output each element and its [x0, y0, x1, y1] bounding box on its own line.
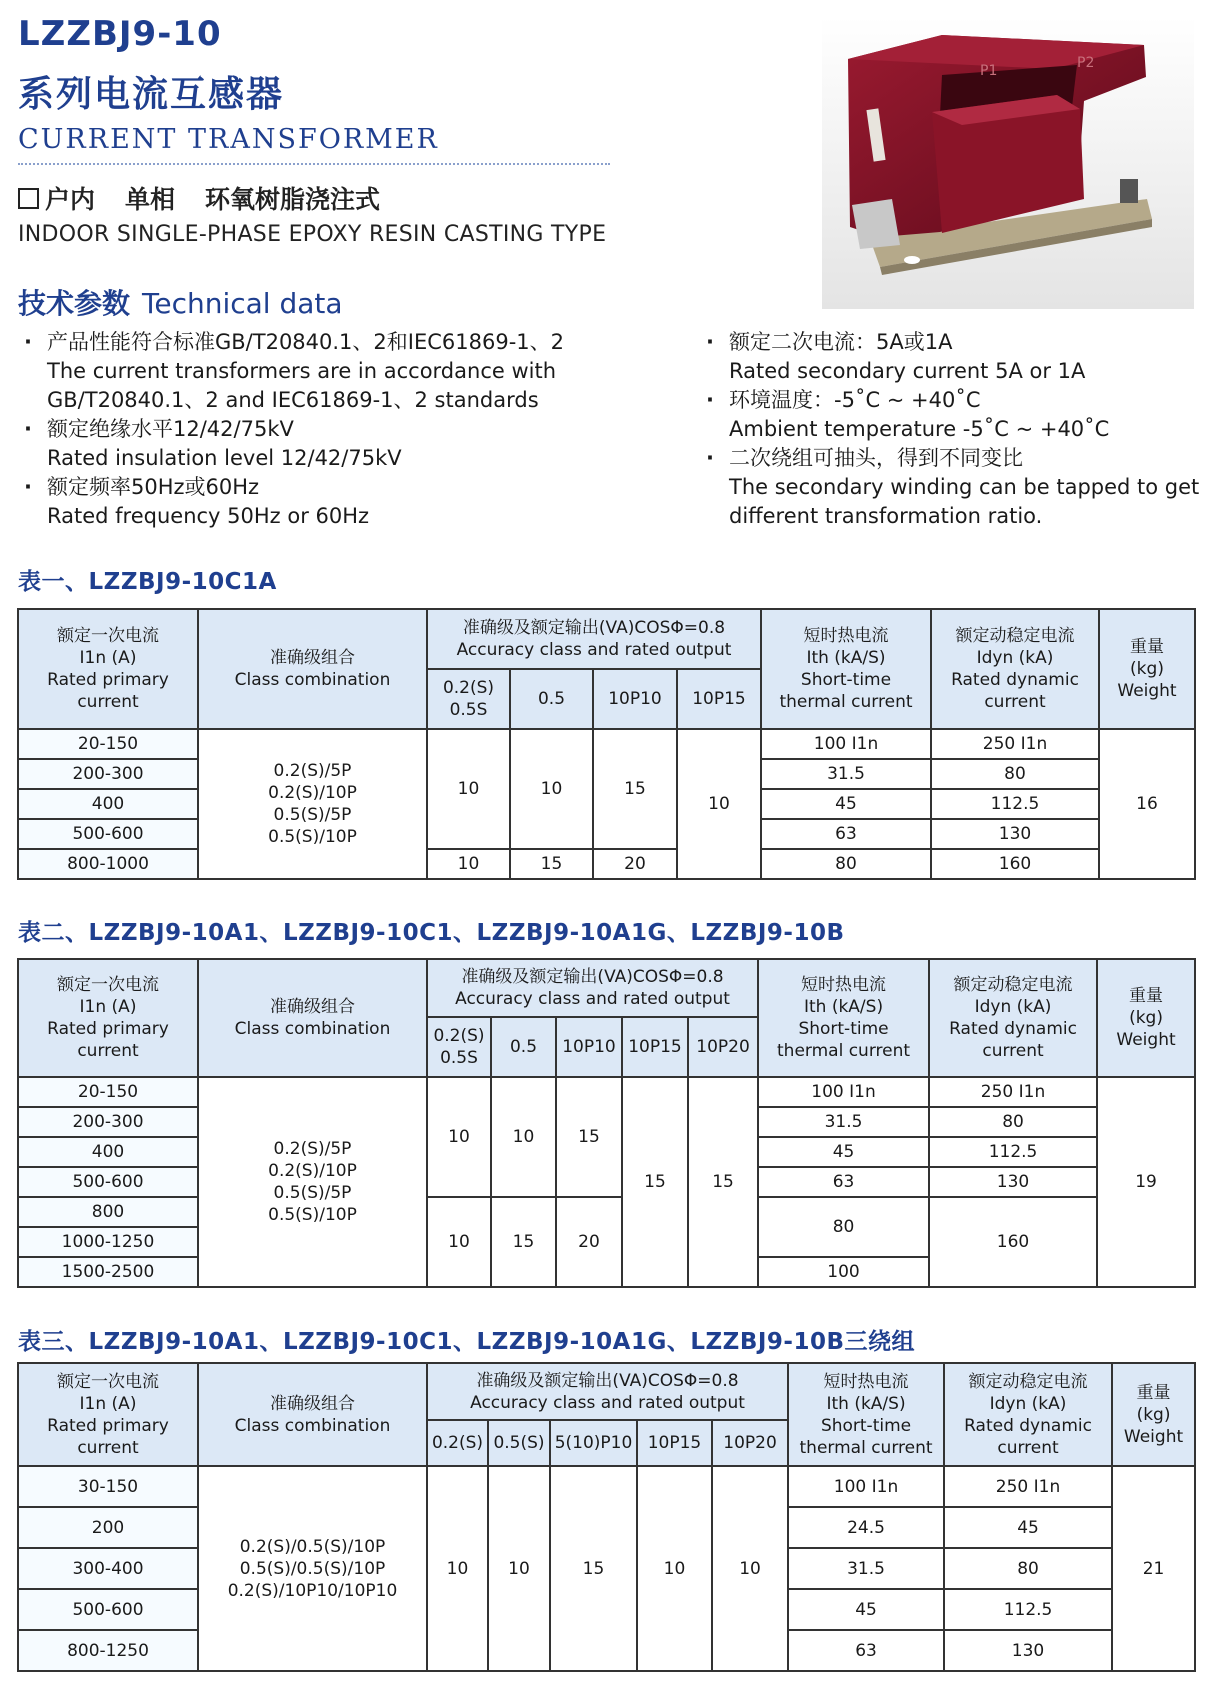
class-header: 0.2(S): [427, 1420, 488, 1466]
table1-caption: 表一、LZZBJ9-10C1A: [18, 569, 277, 595]
class-header: 0.2(S) 0.5S: [427, 1017, 491, 1077]
list-item: [20, 328, 660, 415]
ith-cell: 100: [758, 1257, 929, 1287]
idyn-cell: 112.5: [929, 1137, 1097, 1167]
ith-cell: 100 I1n: [788, 1466, 944, 1507]
idyn-cell: 250 I1n: [944, 1466, 1112, 1507]
tech-list-left: [20, 328, 660, 531]
output-cell: 10: [427, 1197, 491, 1287]
item-en: The secondary winding can be tapped to get: [729, 475, 1200, 499]
class-header: 0.5(S): [488, 1420, 550, 1466]
type-indoor: 户内: [45, 185, 96, 214]
primary-cell: 1000-1250: [18, 1227, 198, 1257]
ith-cell: 45: [761, 789, 931, 819]
ith-cell: 63: [758, 1167, 929, 1197]
ith-cell: 31.5: [788, 1548, 944, 1589]
weight-cell: 16: [1099, 729, 1195, 879]
header-accuracy: 准确级及额定输出(VA)COSΦ=0.8 Accuracy class and rated output: [427, 959, 758, 1017]
idyn-cell: 250 I1n: [929, 1077, 1097, 1107]
output-cell: 15: [593, 729, 677, 849]
primary-cell: 800-1250: [18, 1630, 198, 1671]
ith-cell: 45: [788, 1589, 944, 1630]
class-header: 0.2(S) 0.5S: [427, 669, 510, 729]
class-header: 0.5: [510, 669, 593, 729]
primary-cell: 20-150: [18, 1077, 198, 1107]
header-idyn: 额定动稳定电流 Idyn (kA) Rated dynamic current: [944, 1363, 1112, 1466]
title-cn: 系列电流互感器: [18, 74, 285, 115]
item-cn: · 产品性能符合标准GB/T20840.1、2和IEC61869-1、2: [47, 330, 565, 354]
header-ith: 短时热电流 Ith (kA/S) Short-time thermal current: [758, 959, 929, 1077]
table2: [17, 958, 1196, 1288]
header-ith: 短时热电流 Ith (kA/S) Short-time thermal current: [761, 609, 931, 729]
ith-cell: 80: [758, 1197, 929, 1257]
item-cn: · 二次绕组可抽头，得到不同变比: [729, 446, 1023, 470]
header-class-combination: 准确级组合 Class combination: [198, 1363, 427, 1466]
idyn-cell: 45: [944, 1507, 1112, 1548]
terminal-p2-label: P2: [1077, 55, 1095, 71]
ith-cell: 24.5: [788, 1507, 944, 1548]
primary-cell: 500-600: [18, 1589, 198, 1630]
primary-cell: 400: [18, 1137, 198, 1167]
header-weight: 重量 (kg) Weight: [1099, 609, 1195, 729]
item-en: Rated secondary current 5A or 1A: [729, 359, 1086, 383]
list-item: [702, 328, 1202, 386]
class-header: 0.5: [491, 1017, 556, 1077]
item-en: GB/T20840.1、2 and IEC61869-1、2 standards: [47, 388, 539, 412]
table2-caption: 表二、LZZBJ9-10A1、LZZBJ9-10C1、LZZBJ9-10A1G、LZZBJ9-10B: [18, 920, 845, 946]
tech-heading-en: Technical data: [142, 287, 343, 320]
combo-cell: 0.2(S)/5P 0.2(S)/10P 0.5(S)/5P 0.5(S)/10P: [198, 1077, 427, 1287]
combo-cell: 0.2(S)/0.5(S)/10P 0.5(S)/0.5(S)/10P 0.2(S)/10P10/10P10: [198, 1466, 427, 1671]
idyn-cell: 130: [929, 1167, 1097, 1197]
table3: [17, 1362, 1196, 1672]
list-item: [20, 415, 660, 473]
header-primary-current: 额定一次电流 I1n (A) Rated primary current: [18, 609, 198, 729]
item-cn: · 额定绝缘水平12/42/75kV: [47, 417, 294, 441]
item-cn: · 环境温度：-5˚C ~ +40˚C: [729, 388, 981, 412]
class-header: 10P20: [712, 1420, 788, 1466]
output-cell: 10: [488, 1466, 550, 1671]
primary-cell: 200: [18, 1507, 198, 1548]
item-en: different transformation ratio.: [729, 504, 1043, 528]
output-cell: 10: [510, 729, 593, 849]
output-cell: 10: [427, 1466, 488, 1671]
ith-cell: 100 I1n: [761, 729, 931, 759]
primary-cell: 500-600: [18, 1167, 198, 1197]
type-cn: [18, 180, 380, 216]
output-cell: 10: [491, 1077, 556, 1197]
class-header: 10P20: [688, 1017, 758, 1077]
primary-cell: 200-300: [18, 1107, 198, 1137]
output-cell: 10: [677, 729, 761, 879]
tech-heading: [18, 282, 343, 322]
output-cell: 10: [427, 849, 510, 879]
idyn-cell: 80: [944, 1548, 1112, 1589]
ith-cell: 31.5: [758, 1107, 929, 1137]
type-epoxy: 环氧树脂浇注式: [205, 185, 381, 214]
idyn-cell: 160: [931, 849, 1099, 879]
class-header: 10P10: [556, 1017, 622, 1077]
header-idyn: 额定动稳定电流 Idyn (kA) Rated dynamic current: [929, 959, 1097, 1077]
class-header: 10P15: [622, 1017, 688, 1077]
header-idyn: 额定动稳定电流 Idyn (kA) Rated dynamic current: [931, 609, 1099, 729]
header-class-combination: 准确级组合 Class combination: [198, 609, 427, 729]
ith-cell: 80: [761, 849, 931, 879]
output-cell: 15: [556, 1077, 622, 1197]
header-weight: 重量 (kg) Weight: [1097, 959, 1195, 1077]
header-class-combination: 准确级组合 Class combination: [198, 959, 427, 1077]
header-ith: 短时热电流 Ith (kA/S) Short-time thermal current: [788, 1363, 944, 1466]
header-primary-current: 额定一次电流 I1n (A) Rated primary current: [18, 1363, 198, 1466]
ith-cell: 31.5: [761, 759, 931, 789]
output-cell: 10: [427, 729, 510, 849]
primary-cell: 1500-2500: [18, 1257, 198, 1287]
idyn-cell: 112.5: [931, 789, 1099, 819]
class-header: 10P10: [593, 669, 677, 729]
output-cell: 15: [550, 1466, 637, 1671]
type-en: INDOOR SINGLE-PHASE EPOXY RESIN CASTING TYPE: [18, 222, 607, 247]
primary-cell: 400: [18, 789, 198, 819]
weight-cell: 21: [1112, 1466, 1195, 1671]
idyn-cell: 80: [929, 1107, 1097, 1137]
ith-cell: 45: [758, 1137, 929, 1167]
idyn-cell: 160: [929, 1197, 1097, 1287]
class-header: 5(10)P10: [550, 1420, 637, 1466]
item-en: Rated insulation level 12/42/75kV: [47, 446, 402, 470]
model-title: LZZBJ9-10: [18, 14, 222, 54]
header-primary-current: 额定一次电流 I1n (A) Rated primary current: [18, 959, 198, 1077]
idyn-cell: 112.5: [944, 1589, 1112, 1630]
tech-list-right: [702, 328, 1202, 531]
combo-cell: 0.2(S)/5P 0.2(S)/10P 0.5(S)/5P 0.5(S)/10P: [198, 729, 427, 879]
output-cell: 15: [491, 1197, 556, 1287]
output-cell: 10: [637, 1466, 712, 1671]
list-item: [20, 473, 660, 531]
item-cn: · 额定频率50Hz或60Hz: [47, 475, 260, 499]
header-accuracy: 准确级及额定输出(VA)COSΦ=0.8 Accuracy class and rated output: [427, 609, 761, 669]
idyn-cell: 80: [931, 759, 1099, 789]
output-cell: 20: [556, 1197, 622, 1287]
dotted-divider: [18, 163, 610, 165]
list-item: [702, 444, 1202, 531]
idyn-cell: 130: [944, 1630, 1112, 1671]
checkbox-icon: [18, 188, 39, 209]
ith-cell: 63: [761, 819, 931, 849]
table3-caption: 表三、LZZBJ9-10A1、LZZBJ9-10C1、LZZBJ9-10A1G、LZZBJ9-10B三绕组: [18, 1329, 916, 1355]
ith-cell: 100 I1n: [758, 1077, 929, 1107]
class-header: 10P15: [637, 1420, 712, 1466]
output-cell: 15: [622, 1077, 688, 1287]
type-single-phase: 单相: [125, 185, 176, 214]
primary-cell: 30-150: [18, 1466, 198, 1507]
title-en: CURRENT TRANSFORMER: [18, 124, 439, 155]
output-cell: 15: [688, 1077, 758, 1287]
item-cn: · 额定二次电流：5A或1A: [729, 330, 953, 354]
tech-heading-cn: 技术参数: [18, 287, 131, 320]
primary-cell: 20-150: [18, 729, 198, 759]
primary-cell: 800: [18, 1197, 198, 1227]
item-en: The current transformers are in accordance with: [47, 359, 557, 383]
ith-cell: 63: [788, 1630, 944, 1671]
idyn-cell: 250 I1n: [931, 729, 1099, 759]
primary-cell: 200-300: [18, 759, 198, 789]
output-cell: 10: [427, 1077, 491, 1197]
output-cell: 15: [510, 849, 593, 879]
output-cell: 10: [712, 1466, 788, 1671]
item-en: Rated frequency 50Hz or 60Hz: [47, 504, 370, 528]
table1: [17, 608, 1196, 880]
header-weight: 重量 (kg) Weight: [1112, 1363, 1195, 1466]
weight-cell: 19: [1097, 1077, 1195, 1287]
primary-cell: 500-600: [18, 819, 198, 849]
class-header: 10P15: [677, 669, 761, 729]
primary-cell: 800-1000: [18, 849, 198, 879]
item-en: Ambient temperature -5˚C ~ +40˚C: [729, 417, 1110, 441]
terminal-p1-label: P1: [980, 63, 998, 79]
list-item: [702, 386, 1202, 444]
output-cell: 20: [593, 849, 677, 879]
idyn-cell: 130: [931, 819, 1099, 849]
header-accuracy: 准确级及额定输出(VA)COSΦ=0.8 Accuracy class and rated output: [427, 1363, 788, 1420]
product-photo: [822, 17, 1194, 309]
primary-cell: 300-400: [18, 1548, 198, 1589]
